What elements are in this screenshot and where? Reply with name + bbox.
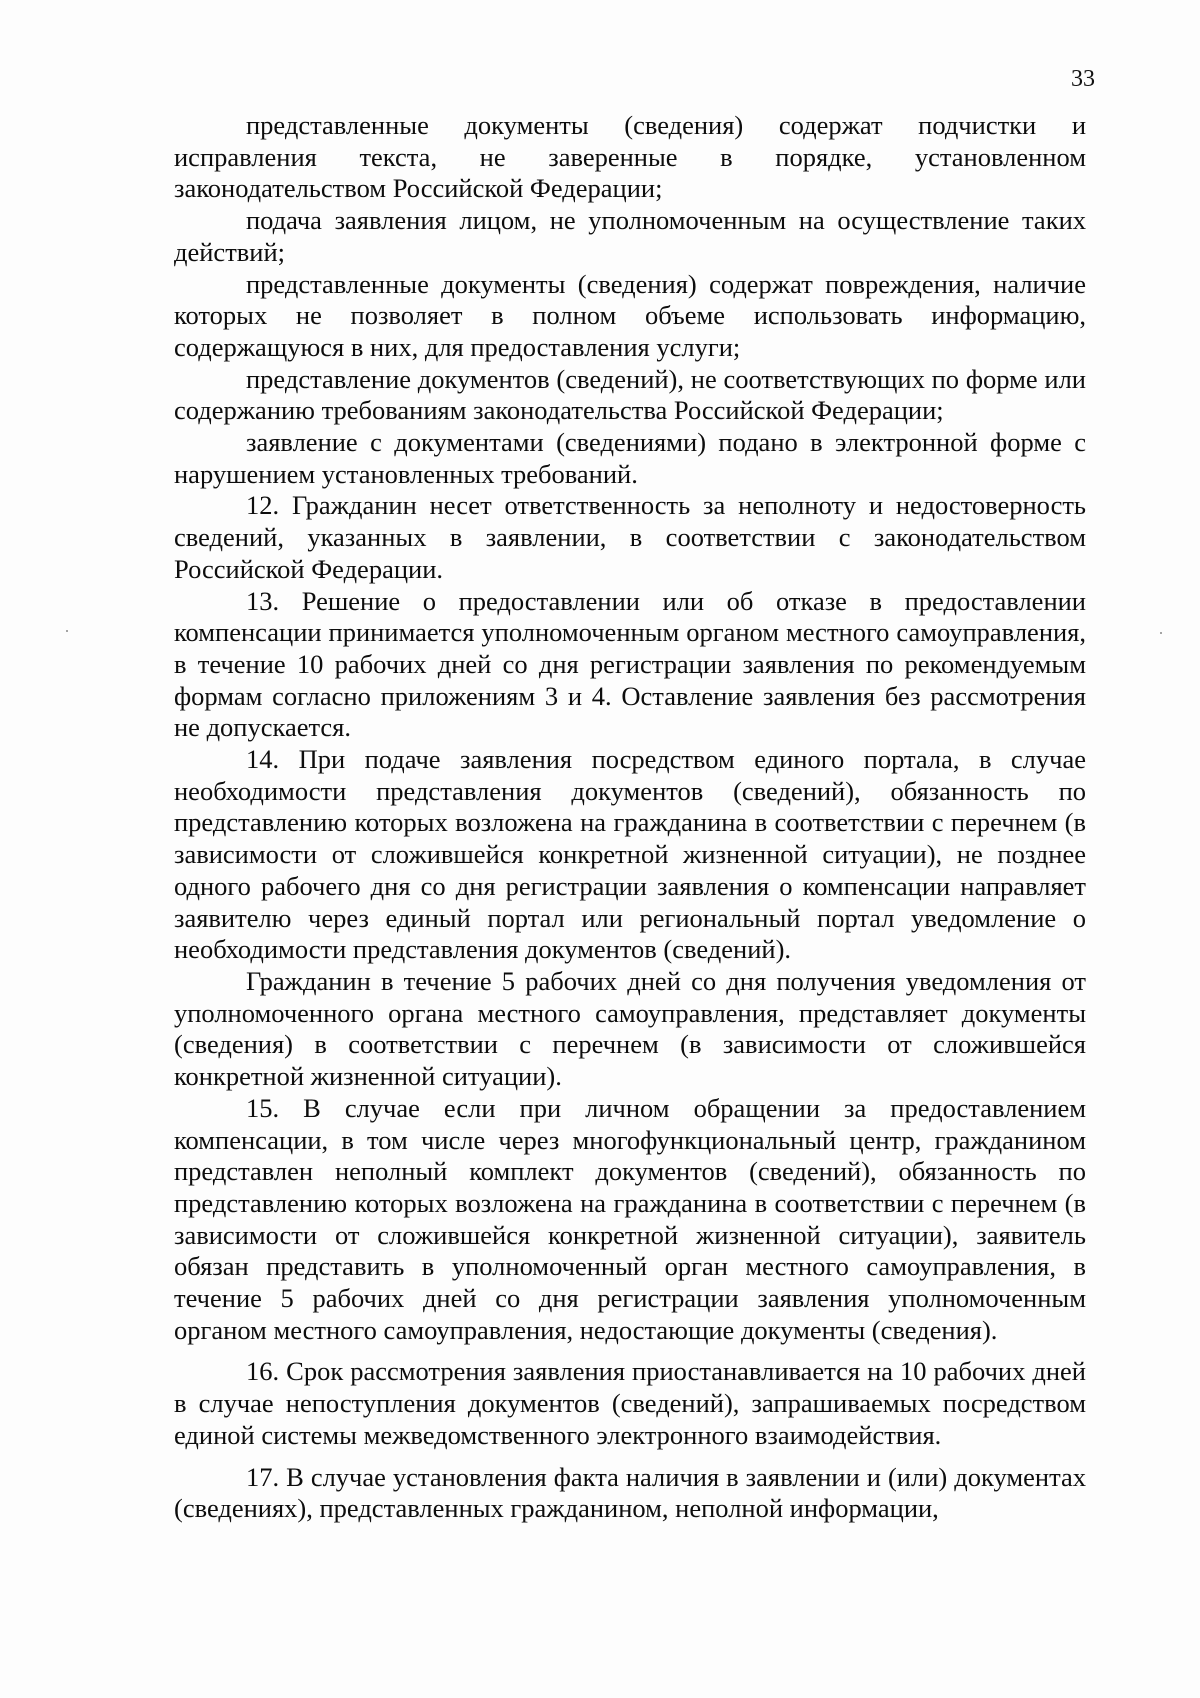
scan-speck <box>1160 632 1162 634</box>
paragraph-17: 17. В случае установления факта наличия в заявлении и (или) документах (сведениях), представленных гражданином, неполной информации, <box>174 1461 1086 1524</box>
paragraph-15: 15. В случае если при личном обращении за предоставлением компенсации, в том числе через многофункциональный центр, гражданином представлен неполный комплект документов (сведений), обязанность по представлению которых возложена на гражданина в соответствии с перечнем (в зависимости от сложившейся конкретной жизненной ситуации), заявитель обязан представить в уполномоченный орган местного самоуправления, в течение 5 рабочих дней со дня регистрации заявления уполномоченным органом местного самоуправления, недостающие документы (сведения). <box>174 1092 1086 1345</box>
paragraph-4: представление документов (сведений), не соответствующих по форме или содержанию требованиям законодательства Российской Федерации; <box>174 363 1086 426</box>
paragraph-14: 14. При подаче заявления посредством единого портала, в случае необходимости представления документов (сведений), обязанность по представлению которых возложена на гражданина в соответствии с перечнем (в зависимости от сложившейся конкретной жизненной ситуации), не позднее одного рабочего дня со дня регистрации заявления о компенсации направляет заявителю через единый портал или региональный портал уведомление о необходимости представления документов (сведений). <box>174 744 1086 965</box>
paragraph-1: представленные документы (сведения) содержат подчистки и исправления текста, не заверенные в порядке, установленном законодательством Российской Федерации; <box>174 110 1086 204</box>
paragraph-14-continued: Гражданин в течение 5 рабочих дней со дня получения уведомления от уполномоченного органа местного самоуправления, представляет документы (сведения) в соответствии с перечнем (в зависимости от сложившейся конкретной жизненной ситуации). <box>174 965 1086 1092</box>
page-number: 33 <box>1071 66 1095 92</box>
paragraph-16: 16. Срок рассмотрения заявления приостанавливается на 10 рабочих дней в случае непоступления документов (сведений), запрашиваемых посредством единой системы межведомственного электронного взаимодействия. <box>174 1356 1086 1450</box>
paragraph-3: представленные документы (сведения) содержат повреждения, наличие которых не позволяет в полном объеме использовать информацию, содержащуюся в них, для предоставления услуги; <box>174 268 1086 362</box>
paragraph-12: 12. Гражданин несет ответственность за неполноту и недостоверность сведений, указанных в заявлении, в соответствии с законодательством Российской Федерации. <box>174 490 1086 584</box>
document-body <box>174 110 1086 1525</box>
paragraph-13: 13. Решение о предоставлении или об отказе в предоставлении компенсации принимается уполномоченным органом местного самоуправления, в течение 10 рабочих дней со дня регистрации заявления по рекомендуемым формам согласно приложениям 3 и 4. Оставление заявления без рассмотрения не допускается. <box>174 585 1086 743</box>
paragraph-5: заявление с документами (сведениями) подано в электронной форме с нарушением установленных требований. <box>174 427 1086 489</box>
scan-speck <box>66 630 68 632</box>
paragraph-2: подача заявления лицом, не уполномоченным на осуществление таких действий; <box>174 205 1086 267</box>
